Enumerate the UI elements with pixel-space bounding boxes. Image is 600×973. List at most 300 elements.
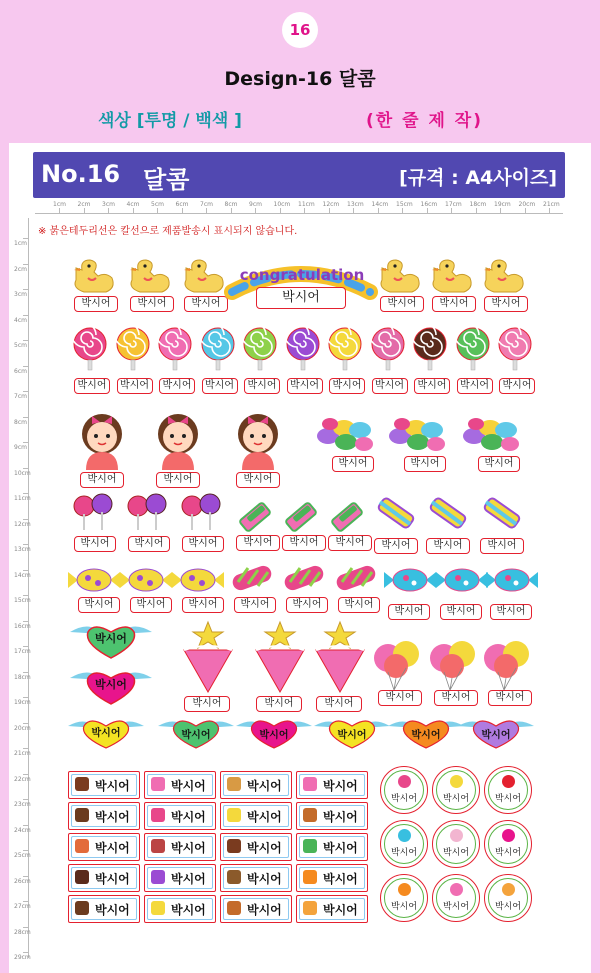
circle-name-sticker [380, 766, 428, 814]
sweet-icon [151, 777, 165, 791]
ruler-tick [353, 208, 354, 213]
ruler-label: 19cm [494, 201, 511, 208]
rect-sticker-text: 박시어 [323, 779, 358, 793]
candy-stick-icon [422, 492, 472, 534]
balloons-name-label: 박시어 [434, 690, 478, 706]
sweet-icon [227, 839, 241, 853]
wafer-name-label: 박시어 [236, 535, 280, 551]
duck-icon [70, 258, 116, 294]
rect-name-sticker [220, 895, 292, 923]
lollipop-name-label: 박시어 [499, 378, 535, 394]
ruler-tick [157, 208, 158, 213]
ruler-label: 13cm [14, 546, 31, 553]
rect-sticker-text: 박시어 [171, 841, 206, 855]
lollipop-name-label: 박시어 [372, 378, 408, 394]
star-cone-name-label: 박시어 [256, 696, 302, 712]
rect-name-sticker [68, 802, 140, 830]
striped-candy-icon [330, 562, 382, 594]
striped-candy-icon [226, 562, 278, 594]
ruler-label: 2cm [77, 201, 91, 208]
circle-sticker-text: 박시어 [494, 902, 522, 912]
rect-name-sticker [296, 771, 368, 799]
candy-cluster-name-label: 박시어 [332, 456, 374, 472]
ruler-tick [23, 901, 28, 902]
circle-sticker-text: 박시어 [390, 902, 418, 912]
girl-name-label: 박시어 [80, 472, 124, 488]
rect-name-sticker [296, 802, 368, 830]
ruler-tick [304, 208, 305, 213]
rect-sticker-text: 박시어 [171, 872, 206, 886]
ruler-tick [23, 238, 28, 239]
sweet-icon [75, 901, 89, 915]
circle-sticker-text: 박시어 [442, 848, 470, 858]
rect-sticker-text: 박시어 [247, 841, 282, 855]
wrapped-candy-name-label: 박시어 [130, 597, 172, 613]
rect-name-sticker [220, 864, 292, 892]
ruler-tick [23, 289, 28, 290]
lollipop-name-label: 박시어 [287, 378, 323, 394]
ruler-label: 27cm [14, 903, 31, 910]
ruler-tick [23, 391, 28, 392]
diamond-icon [398, 829, 411, 842]
striped-candy-icon [278, 562, 330, 594]
sweet-icon [303, 808, 317, 822]
sweet-icon [303, 777, 317, 791]
heart-name-text: 박시어 [91, 728, 121, 739]
ruler-tick [206, 208, 207, 213]
blue-wrapped-candy-icon [384, 566, 436, 594]
ruler-label: 8cm [14, 418, 27, 426]
rect-sticker-text: 박시어 [171, 810, 206, 824]
double-lollipop-icon [126, 494, 168, 534]
ruler-label: 1cm [14, 240, 27, 247]
rect-name-sticker [144, 895, 216, 923]
wafer-name-label: 박시어 [328, 535, 372, 551]
ruler-tick [84, 208, 85, 213]
ruler-tick [59, 208, 60, 213]
ruler-label: 13cm [347, 201, 364, 208]
wrapped-candy-icon [120, 566, 172, 594]
duck-name-label: 박시어 [380, 296, 424, 312]
ruler-tick [23, 927, 28, 928]
double-lollipop-name-label: 박시어 [182, 536, 224, 552]
ruler-label: 3cm [102, 201, 115, 208]
heart-name-text: 박시어 [481, 730, 511, 741]
rainbow-icon [398, 883, 411, 896]
cutline-notice: ※ 붉은테두리선은 칼선으로 제품발송시 표시되지 않습니다. [38, 226, 298, 237]
rect-sticker-text: 박시어 [247, 779, 282, 793]
sweet-icon [151, 870, 165, 884]
circle-name-sticker [484, 766, 532, 814]
blue-candy-name-label: 박시어 [440, 604, 482, 620]
candy-stick-icon [476, 492, 526, 534]
ruler-tick [23, 519, 28, 520]
circle-name-sticker [380, 820, 428, 868]
lollipop-icon [72, 326, 108, 362]
ruler-tick [23, 799, 28, 800]
rect-name-sticker [296, 864, 368, 892]
ruler-label: 11cm [298, 201, 315, 208]
heart-name-text: 박시어 [181, 730, 211, 741]
cat-icon [450, 829, 463, 842]
ruler-label: 1cm [53, 201, 66, 208]
ruler-label: 26cm [14, 877, 31, 885]
sweet-icon [151, 839, 165, 853]
circle-name-sticker [484, 820, 532, 868]
duck-name-label: 박시어 [432, 296, 476, 312]
girl-name-label: 박시어 [236, 472, 280, 488]
striped-candy-name-label: 박시어 [286, 597, 328, 613]
ruler-tick [23, 952, 28, 953]
page-number-badge: 16 [282, 12, 318, 48]
wrapped-candy-name-label: 박시어 [182, 597, 224, 613]
ruler-tick [23, 570, 28, 571]
sunglasses-icon [502, 829, 515, 842]
candy-cluster-name-label: 박시어 [404, 456, 446, 472]
heart-name-text: 박시어 [95, 678, 127, 691]
ruler-top [35, 201, 563, 214]
duck-icon [428, 258, 474, 294]
candy-stick-icon [370, 492, 420, 534]
sweet-icon [227, 777, 241, 791]
ruler-tick [549, 208, 550, 213]
candy-stick-name-label: 박시어 [426, 538, 470, 554]
striped-candy-name-label: 박시어 [338, 597, 380, 613]
rect-sticker-text: 박시어 [95, 872, 130, 886]
candy-stick-name-label: 박시어 [374, 538, 418, 554]
design-name: 달콤 [143, 166, 190, 194]
ruler-tick [23, 544, 28, 545]
ruler-tick [182, 208, 183, 213]
ruler-label: 14cm [14, 571, 31, 579]
circle-sticker-text: 박시어 [442, 902, 470, 912]
rect-sticker-text: 박시어 [95, 779, 130, 793]
heart-name-text: 박시어 [411, 730, 441, 741]
design-number: No.16 [41, 160, 121, 188]
ruler-label: 21cm [14, 750, 31, 757]
heart-name-text: 박시어 [95, 632, 127, 645]
sweet-icon [75, 870, 89, 884]
ruler-label: 18cm [14, 673, 31, 681]
ruler-tick [255, 208, 256, 213]
sweet-icon [75, 839, 89, 853]
lollipop-name-label: 박시어 [457, 378, 493, 394]
candy-cluster-icon [386, 416, 450, 452]
lollipop-icon [200, 326, 236, 362]
lollipop-icon [157, 326, 193, 362]
ruler-label: 24cm [14, 826, 31, 834]
ruler-tick [23, 468, 28, 469]
star-cone-icon [310, 620, 370, 694]
ruler-tick [108, 208, 109, 213]
sweet-icon [227, 901, 241, 915]
ruler-tick [133, 208, 134, 213]
striped-candy-name-label: 박시어 [234, 597, 276, 613]
ruler-label: 7cm [14, 393, 27, 400]
circle-name-sticker [380, 874, 428, 922]
design-title: Design-16 달콤 [224, 68, 376, 90]
ruler-label: 16cm [420, 201, 438, 208]
ruler-label: 18cm [469, 201, 487, 208]
rect-sticker-text: 박시어 [323, 810, 358, 824]
ruler-tick [23, 340, 28, 341]
lollipop-name-label: 박시어 [244, 378, 280, 394]
ruler-tick [23, 366, 28, 367]
ruler-tick [476, 208, 477, 213]
ruler-label: 20cm [518, 201, 536, 208]
sweet-icon [227, 870, 241, 884]
ruler-tick [500, 208, 501, 213]
double-lollipop-icon [72, 494, 114, 534]
rect-name-sticker [296, 833, 368, 861]
rect-name-sticker [144, 771, 216, 799]
ruler-tick [23, 697, 28, 698]
ruler-label: 14cm [371, 201, 389, 208]
ruler-tick [23, 493, 28, 494]
ruler-label: 2cm [14, 265, 27, 273]
ruler-tick [378, 208, 379, 213]
ruler-tick [23, 825, 28, 826]
ruler-tick [23, 417, 28, 418]
rect-sticker-text: 박시어 [95, 810, 130, 824]
ruler-label: 20cm [14, 724, 31, 732]
sweet-icon [303, 870, 317, 884]
double-lollipop-icon [180, 494, 222, 534]
rect-name-sticker [144, 802, 216, 830]
sweet-icon [75, 777, 89, 791]
circle-name-sticker [432, 766, 480, 814]
ruler-tick [23, 774, 28, 775]
rect-name-sticker [68, 864, 140, 892]
ruler-tick [402, 208, 403, 213]
heart-name-text: 박시어 [337, 730, 367, 741]
ruler-label: 17cm [445, 201, 462, 208]
pineapple-icon [502, 883, 515, 896]
wafer-stick-icon [234, 500, 276, 534]
double-lollipop-name-label: 박시어 [128, 536, 170, 552]
duck-name-label: 박시어 [74, 296, 118, 312]
ruler-tick [23, 595, 28, 596]
wrapped-candy-icon [68, 566, 120, 594]
lollipop-icon [455, 326, 491, 362]
balloons-icon [372, 640, 424, 690]
ruler-tick [231, 208, 232, 213]
ruler-label: 4cm [126, 201, 140, 208]
duck-name-label: 박시어 [130, 296, 174, 312]
star-cone-name-label: 박시어 [184, 696, 230, 712]
ruler-label: 11cm [14, 495, 31, 502]
ruler-label: 8cm [224, 201, 238, 208]
ruler-label: 29cm [14, 954, 31, 961]
balloons-icon [428, 640, 480, 690]
rect-name-sticker [144, 864, 216, 892]
ruler-tick [23, 672, 28, 673]
ruler-tick [23, 876, 28, 877]
ruler-tick [329, 208, 330, 213]
circle-name-sticker [484, 874, 532, 922]
ruler-tick [23, 646, 28, 647]
congratulation-name-label: 박시어 [256, 287, 346, 309]
wafer-name-label: 박시어 [282, 535, 326, 551]
candy-cluster-icon [314, 416, 378, 452]
circle-sticker-text: 박시어 [442, 794, 470, 804]
lollipop-name-label: 박시어 [159, 378, 195, 394]
rect-sticker-text: 박시어 [171, 903, 206, 917]
ruler-label: 5cm [151, 201, 164, 208]
blue-candy-name-label: 박시어 [388, 604, 430, 620]
ruler-label: 15cm [14, 597, 31, 604]
wafer-stick-icon [280, 500, 322, 534]
wrapped-candy-icon [172, 566, 224, 594]
heart-icon [398, 775, 411, 788]
ruler-tick [525, 208, 526, 213]
sweet-icon [151, 808, 165, 822]
duck-icon [180, 258, 226, 294]
rect-sticker-text: 박시어 [95, 903, 130, 917]
ruler-label: 5cm [14, 342, 27, 349]
ruler-tick [23, 264, 28, 265]
rect-sticker-text: 박시어 [95, 841, 130, 855]
blue-candy-name-label: 박시어 [490, 604, 532, 620]
balloons-name-label: 박시어 [488, 690, 532, 706]
wrapped-candy-name-label: 박시어 [78, 597, 120, 613]
ruler-tick [451, 208, 452, 213]
candy-cluster-name-label: 박시어 [478, 456, 520, 472]
ruler-tick [23, 723, 28, 724]
strawberry-icon [502, 775, 515, 788]
circle-sticker-text: 박시어 [494, 794, 522, 804]
rect-sticker-text: 박시어 [323, 903, 358, 917]
girl-icon [228, 410, 288, 470]
rect-name-sticker [68, 833, 140, 861]
size-spec: [규격 : A4사이즈] [399, 167, 557, 189]
rect-name-sticker [296, 895, 368, 923]
ruler-label: 9cm [249, 201, 262, 208]
girl-name-label: 박시어 [156, 472, 200, 488]
color-options: 색상 [투명 / 백색 ] [98, 111, 242, 131]
rect-name-sticker [144, 833, 216, 861]
duck-icon [126, 258, 172, 294]
candy-stick-name-label: 박시어 [480, 538, 524, 554]
lollipop-icon [242, 326, 278, 362]
lollipop-icon [327, 326, 363, 362]
rect-sticker-text: 박시어 [323, 872, 358, 886]
ruler-label: 4cm [14, 316, 27, 324]
ruler-label: 3cm [14, 291, 27, 298]
blue-wrapped-candy-icon [486, 566, 538, 594]
ruler-label: 7cm [200, 201, 213, 208]
ruler-label: 9cm [14, 444, 27, 451]
ruler-tick [23, 621, 28, 622]
rect-sticker-text: 박시어 [247, 903, 282, 917]
ruler-label: 28cm [14, 928, 31, 936]
ruler-label: 12cm [14, 520, 31, 528]
lollipop-name-label: 박시어 [329, 378, 365, 394]
duck-name-label: 박시어 [484, 296, 528, 312]
ruler-label: 6cm [14, 367, 27, 375]
ruler-label: 16cm [14, 622, 31, 630]
rect-sticker-text: 박시어 [247, 810, 282, 824]
sheet-header [33, 152, 565, 198]
ruler-label: 17cm [14, 648, 31, 655]
rect-name-sticker [68, 771, 140, 799]
ruler-tick [23, 850, 28, 851]
duck-icon [480, 258, 526, 294]
blue-wrapped-candy-icon [436, 566, 488, 594]
ruler-label: 19cm [14, 699, 31, 706]
ruler-label: 21cm [543, 201, 560, 208]
ruler-label: 12cm [322, 201, 340, 208]
lollipop-name-label: 박시어 [117, 378, 153, 394]
wafer-stick-icon [326, 500, 368, 534]
ruler-tick [427, 208, 428, 213]
duck-icon [376, 258, 422, 294]
ruler-left [14, 218, 31, 961]
ruler-label: 23cm [14, 801, 31, 808]
ruler-label: 6cm [175, 201, 189, 208]
circle-name-sticker [432, 820, 480, 868]
lollipop-icon [115, 326, 151, 362]
lollipop-name-label: 박시어 [414, 378, 450, 394]
lollipop-icon [412, 326, 448, 362]
circle-sticker-text: 박시어 [494, 848, 522, 858]
rect-name-sticker [220, 802, 292, 830]
ruler-label: 10cm [273, 201, 291, 208]
circle-sticker-text: 박시어 [390, 848, 418, 858]
lollipop-icon [370, 326, 406, 362]
ruler-label: 15cm [396, 201, 413, 208]
sweet-icon [303, 839, 317, 853]
rect-name-sticker [68, 895, 140, 923]
ruler-label: 22cm [14, 775, 31, 783]
star-cone-name-label: 박시어 [316, 696, 362, 712]
girl-icon [148, 410, 208, 470]
double-lollipop-name-label: 박시어 [74, 536, 116, 552]
ruler-tick [23, 315, 28, 316]
star-cone-icon [178, 620, 238, 694]
rect-sticker-text: 박시어 [247, 872, 282, 886]
circle-name-sticker [432, 874, 480, 922]
candy-cluster-icon [460, 416, 524, 452]
lollipop-name-label: 박시어 [202, 378, 238, 394]
congratulation-text: congratulation [239, 266, 365, 284]
sweet-icon [303, 901, 317, 915]
balloons-icon [482, 640, 534, 690]
lollipop-icon [497, 326, 533, 362]
ruler-label: 25cm [14, 852, 31, 859]
heart-name-text: 박시어 [259, 730, 289, 741]
rect-name-sticker [220, 833, 292, 861]
lollipop-name-label: 박시어 [74, 378, 110, 394]
sweet-icon [151, 901, 165, 915]
rect-sticker-text: 박시어 [171, 779, 206, 793]
rect-sticker-text: 박시어 [323, 841, 358, 855]
lollipop-icon [285, 326, 321, 362]
sweet-icon [75, 808, 89, 822]
duck-name-label: 박시어 [184, 296, 228, 312]
flower-icon [450, 883, 463, 896]
ruler-tick [23, 442, 28, 443]
ruler-tick [280, 208, 281, 213]
balloons-name-label: 박시어 [378, 690, 422, 706]
circle-sticker-text: 박시어 [390, 794, 418, 804]
production-note: (한 줄 제 작) [366, 111, 483, 131]
ruler-tick [23, 748, 28, 749]
sweet-icon [227, 808, 241, 822]
girl-icon [72, 410, 132, 470]
rect-name-sticker [220, 771, 292, 799]
star-cone-icon [250, 620, 310, 694]
